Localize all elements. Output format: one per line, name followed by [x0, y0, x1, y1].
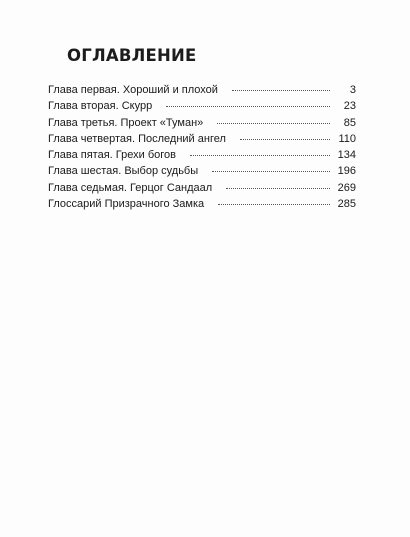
toc-list: [48, 82, 356, 212]
toc-entry: [48, 180, 356, 196]
toc-entry-title: Глава шестая. Выбор судьбы: [48, 165, 199, 178]
dot-leader: [240, 138, 330, 140]
toc-page-number: 269: [337, 181, 356, 194]
toc-entry-title: Глава вторая. Скурр: [48, 100, 153, 113]
dot-leader: [212, 170, 330, 172]
toc-page-number: 110: [338, 132, 356, 145]
toc-entry: [48, 147, 356, 163]
toc-page-number: 134: [337, 149, 356, 162]
toc-heading: ОГЛАВЛЕНИЕ: [67, 46, 197, 65]
toc-page-number: 85: [343, 116, 356, 129]
toc-entry-title: Глава четвертая. Последний ангел: [48, 132, 226, 145]
toc-page-number: 23: [343, 100, 356, 113]
toc-page-number: 196: [337, 165, 356, 178]
dot-leader: [217, 122, 330, 124]
dot-leader: [190, 154, 330, 156]
dot-leader: [232, 89, 330, 91]
toc-entry-title: Глава пятая. Грехи богов: [48, 149, 176, 162]
toc-page-number: 3: [349, 84, 356, 96]
toc-entry: [48, 131, 356, 147]
dot-leader: [166, 105, 330, 107]
toc-entry: [48, 82, 356, 98]
toc-entry: [48, 98, 356, 114]
toc-entry-title: Глоссарий Призрачного Замка: [48, 198, 205, 211]
dot-leader: [226, 187, 329, 189]
toc-page-number: 285: [337, 198, 356, 211]
toc-entry: [48, 115, 356, 131]
toc-entry: [48, 163, 356, 179]
toc-entry: [48, 196, 356, 212]
dot-leader: [218, 203, 329, 205]
toc-entry-title: Глава седьмая. Герцог Сандаал: [48, 181, 213, 194]
toc-entry-title: Глава первая. Хороший и плохой: [48, 84, 218, 96]
toc-entry-title: Глава третья. Проект «Туман»: [48, 116, 204, 129]
